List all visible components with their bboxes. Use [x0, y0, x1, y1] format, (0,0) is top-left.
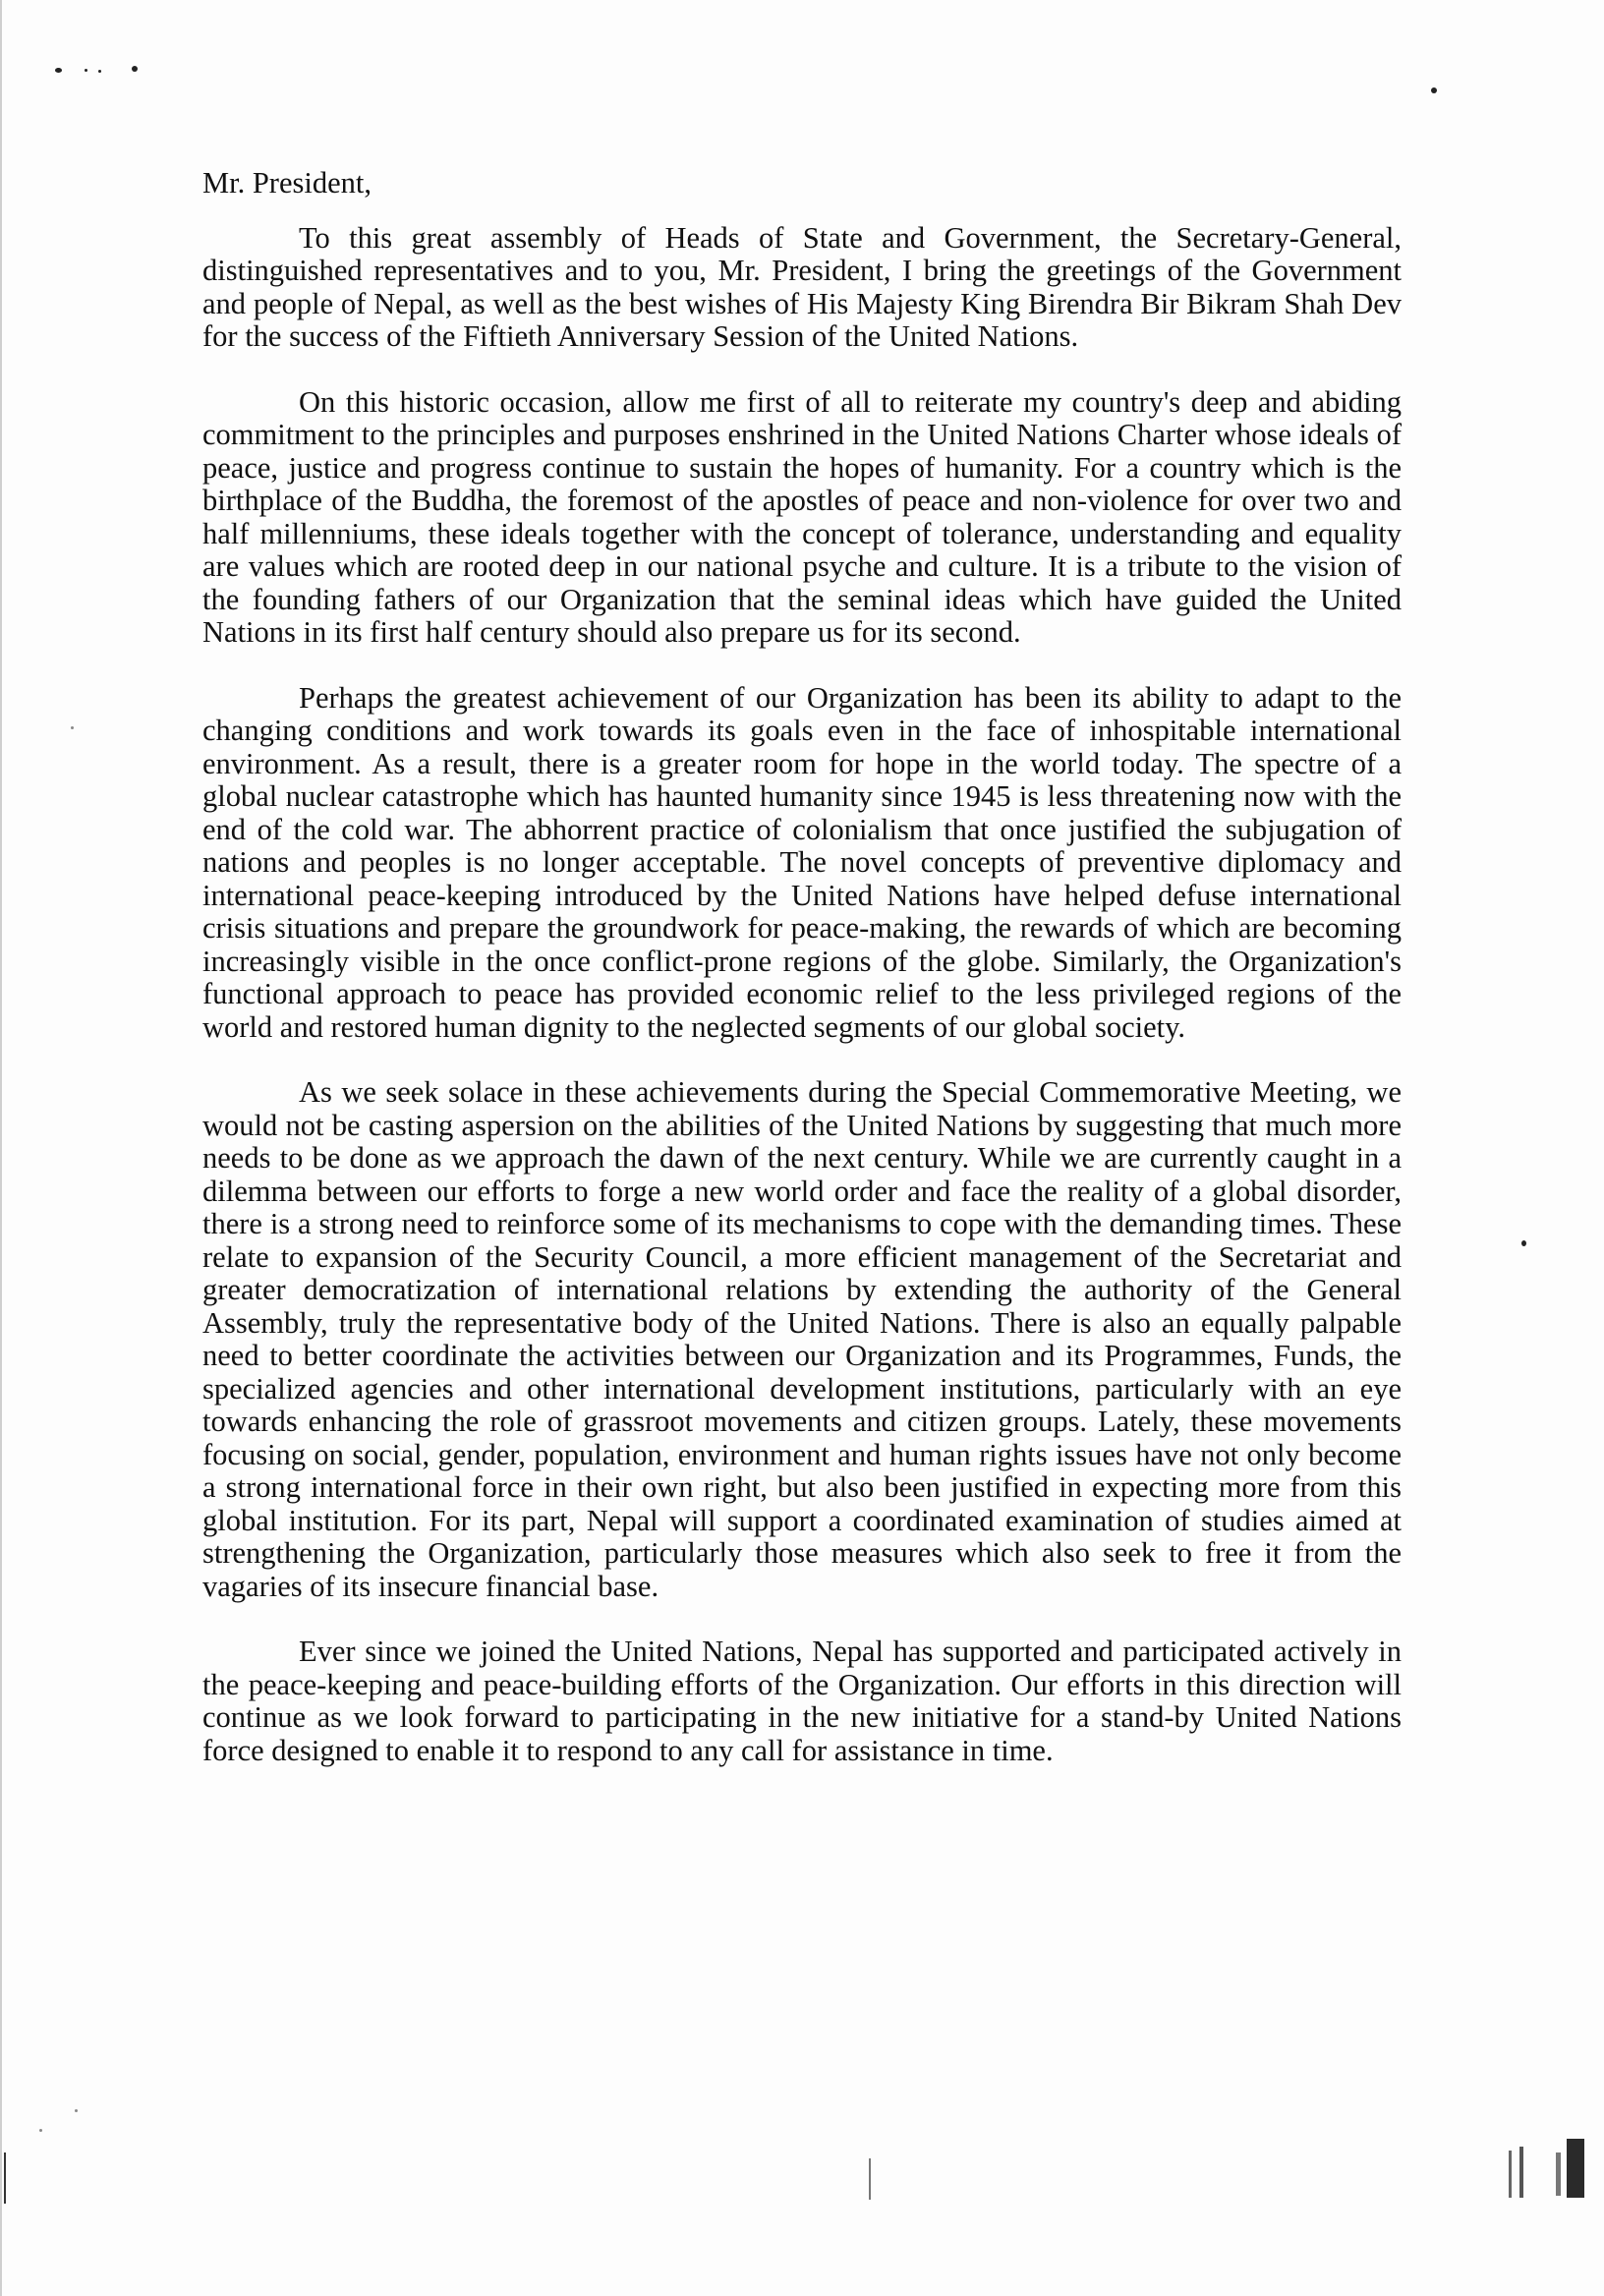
scan-speck [71, 726, 74, 729]
paragraph-greetings: To this great assembly of Heads of State and Government, the Secretary-General, distinguished representatives and to you, Mr. President, I bring the greetings of the Government and people of Nepal, as well as the best wishes of His Majesty King Birendra Bir Bikram Shah Dev for the success of the Fiftieth Anniversary Session of the United Nations. [202, 220, 1402, 353]
paragraph-commitment: On this historic occasion, allow me first of all to reiterate my country's deep and abiding commitment to the principles and purposes enshrined in the United Nations Charter whose ideals of peace, justice and progress continue to sustain the hopes of humanity. For a country which is the birthplace of the Buddha, the foremost of the apostles of peace and non-violence for over two and half millenniums, these ideals together with the concept of tolerance, understanding and equality are values which are rooted deep in our national psyche and culture. It is a tribute to the vision of the founding fathers of our Organization that the seminal ideas which have guided the United Nations in its first half century should also prepare us for its second. [202, 384, 1402, 649]
paragraph-peacekeeping: Ever since we joined the United Nations, Nepal has supported and participated actively in the peace-keeping and peace-building efforts of the Organization. Our efforts in this direction will continue as we look forward to participating in the new initiative for a stand-by United Nations force designed to enable it to respond to any call for assistance in time. [202, 1635, 1402, 1767]
scan-mark [1519, 2147, 1523, 2198]
speech-text [202, 167, 1402, 1797]
scan-mark [4, 2152, 6, 2204]
scan-speck [55, 68, 62, 73]
scan-edge [0, 0, 2, 2296]
scan-mark [869, 2158, 871, 2200]
scan-speck [1521, 1240, 1526, 1246]
salutation: Mr. President, [202, 166, 372, 200]
paragraph-achievements: Perhaps the greatest achievement of our Organization has been its ability to adapt to the changing conditions and work towards its goals even in the face of inhospitable international environment. As a result, there is a greater room for hope in the world today. The spectre of a global nuclear catastrophe which has haunted humanity since 1945 is less threatening now with the end of the cold war. The abhorrent practice of colonialism that once justified the subjugation of nations and peoples is no longer acceptable. The novel concepts of preventive diplomacy and international peace-keeping introduced by the United Nations have helped defuse international crisis situations and prepare the groundwork for peace-making, the rewards of which are becoming increasingly visible in the once conflict-prone regions of the globe. Similarly, the Organization's functional approach to peace has provided economic relief to the less privileged regions of the world and restored human dignity to the neglected segments of our global society. [202, 680, 1402, 1044]
scan-speck [98, 70, 101, 73]
scan-mark [1509, 2151, 1512, 2198]
scan-speck [1431, 87, 1437, 93]
scan-speck [132, 66, 138, 72]
scan-speck [75, 2109, 78, 2112]
scan-speck [85, 69, 87, 72]
paragraph-reform: As we seek solace in these achievements during the Special Commemorative Meeting, we would not be casting aspersion on the abilities of the United Nations by suggesting that much more needs to be done as we approach the dawn of the next century. While we are currently caught in a dilemma between our efforts to forge a new world order and face the reality of a global disorder, there is a strong need to reinforce some of its mechanisms to cope with the demanding times. These relate to expansion of the Security Council, a more efficient management of the Secretariat and greater democratization of international relations by extending the authority of the General Assembly, truly the representative body of the United Nations. There is also an equally palpable need to better coordinate the activities between our Organization and its Programmes, Funds, the specialized agencies and other international development institutions, particularly with an eye towards enhancing the role of grassroot movements and citizen groups. Lately, these movements focusing on social, gender, population, environment and human rights issues have not only become a strong international force in their own right, but also been justified in expecting more from this global institution. For its part, Nepal will support a coordinated examination of studies aimed at strengthening the Organization, particularly those measures which also seek to free it from the vagaries of its insecure financial base. [202, 1075, 1402, 1603]
scan-mark [1567, 2139, 1584, 2198]
scan-speck [39, 2129, 42, 2132]
scan-mark [1556, 2152, 1561, 2196]
